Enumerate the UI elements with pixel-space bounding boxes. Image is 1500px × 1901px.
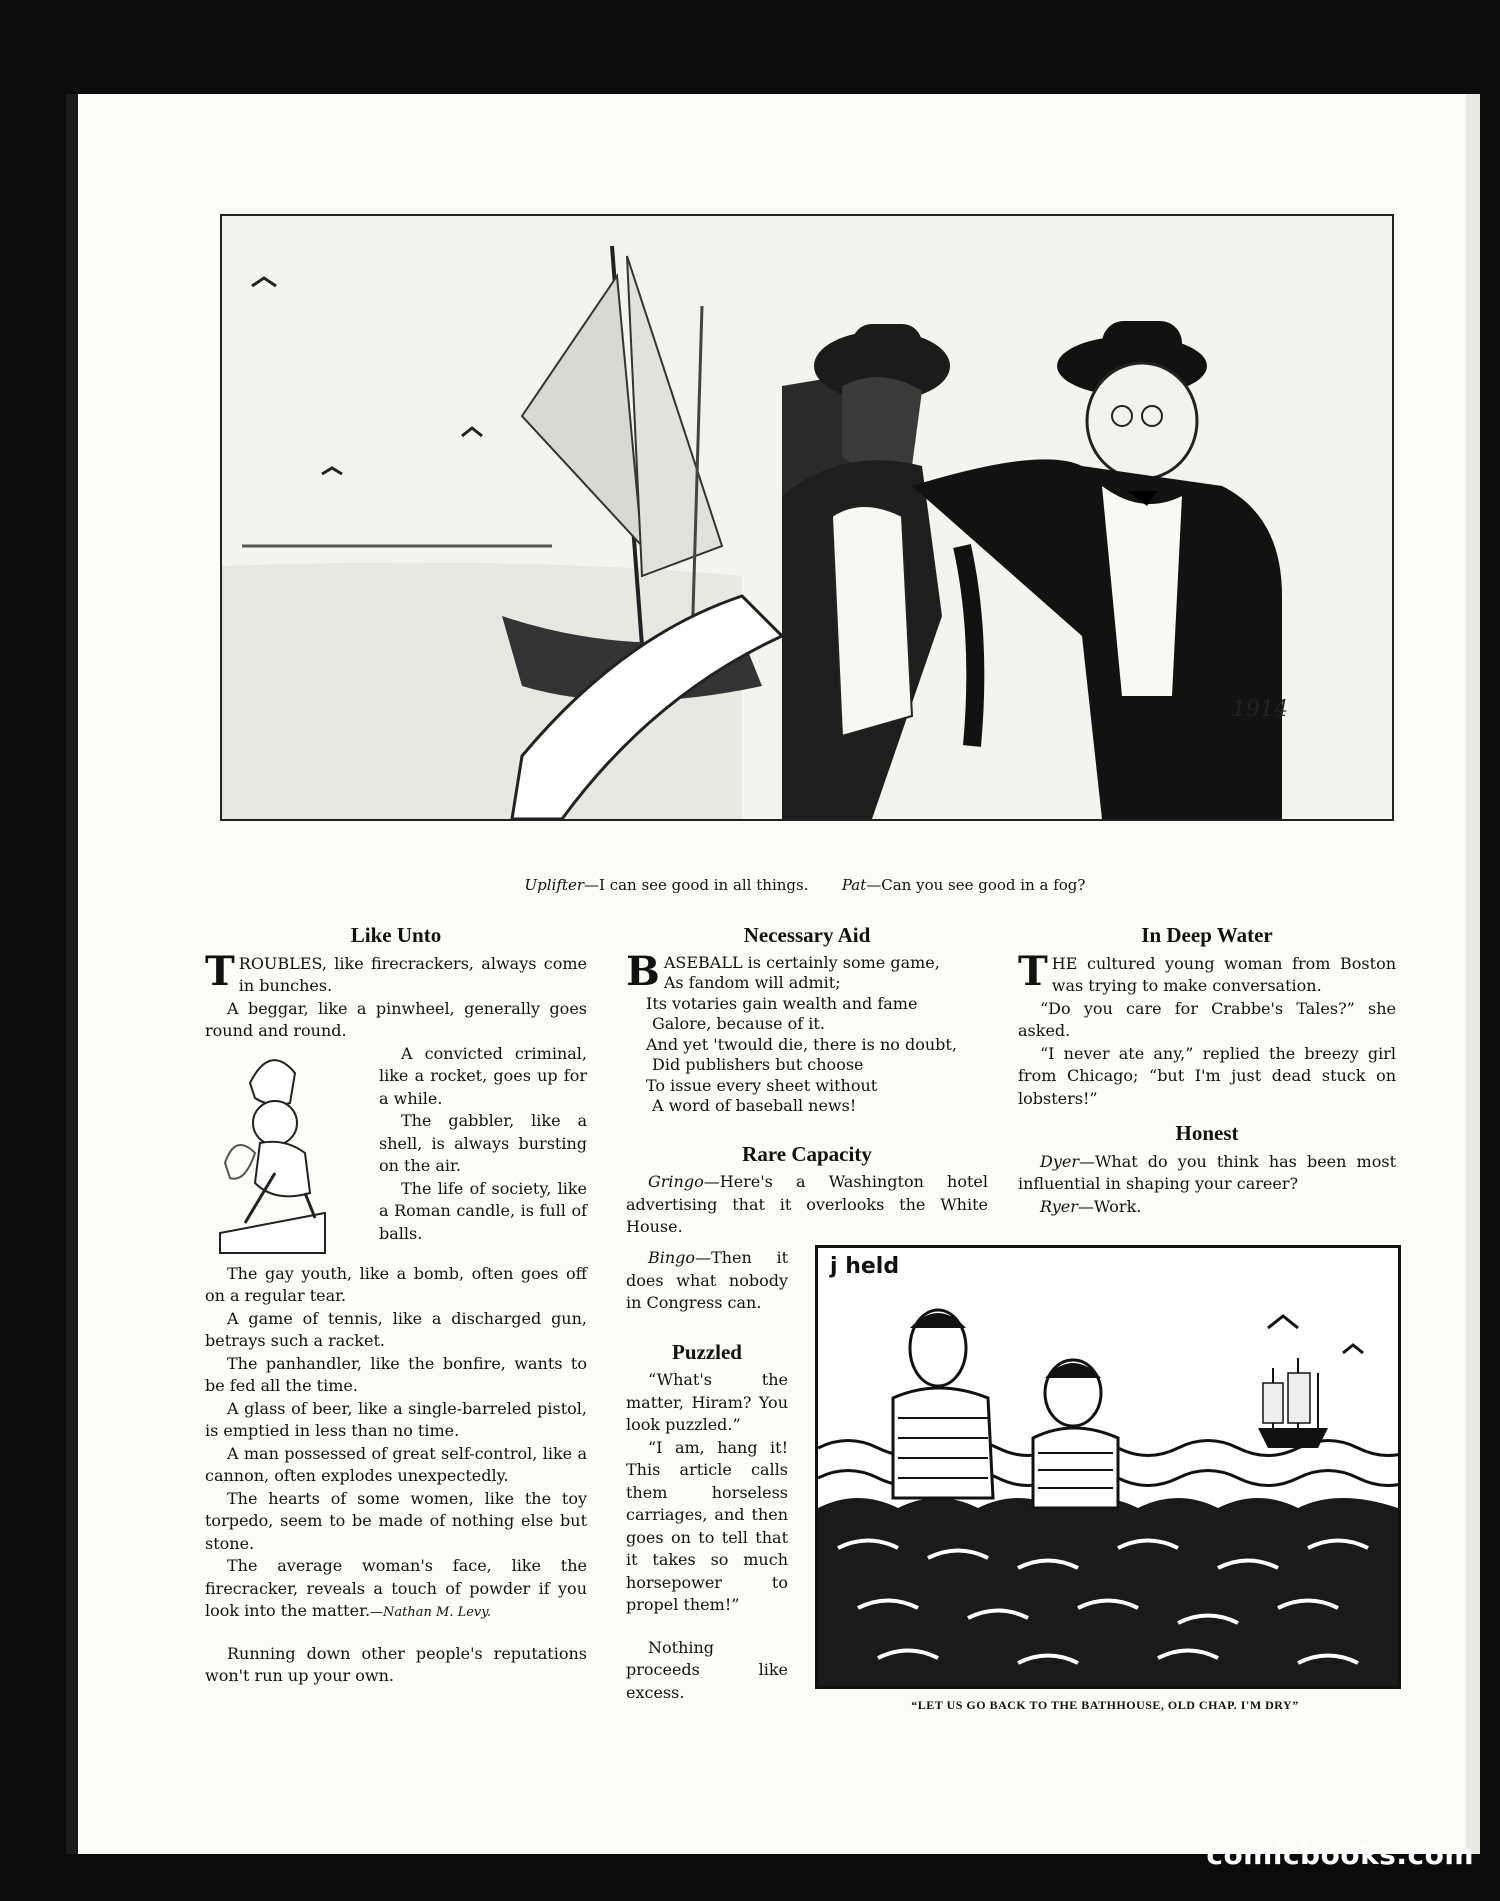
puzzled-closing: Nothing proceeds like excess. <box>626 1637 788 1702</box>
like-unto-author: —Nathan M. Levy. <box>370 1605 492 1620</box>
bathing-cartoon-caption: “LET US GO BACK TO THE BATHHOUSE, OLD CHAP. I'M DRY” <box>911 1698 1299 1712</box>
verse-line-1: ASEBALL is certainly some game, <box>663 952 940 972</box>
artist-signature-held: j held <box>830 1254 900 1279</box>
top-cartoon-illustration <box>220 214 1394 821</box>
honest-title: Honest <box>1175 1121 1239 1145</box>
verse-line-8: A word of baseball news! <box>652 1096 857 1115</box>
column-right <box>1018 924 1396 1218</box>
rare-capacity-p2: Bingo—Then it does what nobody in Congress can. <box>626 1248 788 1312</box>
verse-line-7: To issue every sheet without <box>646 1075 878 1095</box>
necessary-aid-verse <box>626 947 988 1117</box>
column-middle-narrow <box>626 1247 788 1704</box>
like-unto-p8: The panhandler, like the bonfire, wants to be fed all the time. <box>205 1353 587 1395</box>
caption-line-1: —I can see good in all things. <box>584 876 809 894</box>
deep-water-p3: “I never ate any,” replied the breezy girl from Chicago; “but I'm just dead stuck on lobsters!” <box>1018 1043 1396 1108</box>
column-like-unto <box>205 924 587 1688</box>
caption-speaker-uplifter: Uplifter <box>524 876 584 894</box>
verse-line-2: As fandom will admit; <box>663 973 841 992</box>
like-unto-p5: The life of society, like a Roman candle, is full of balls. <box>379 1178 587 1243</box>
next-page-edge <box>1466 94 1480 1854</box>
firecracker-boy-sketch <box>215 1043 375 1263</box>
like-unto-p4: The gabbler, like a shell, is always bursting on the air. <box>379 1111 587 1175</box>
drop-cap-t: T <box>205 947 235 995</box>
verse-line-3: Its votaries gain wealth and fame <box>646 993 918 1013</box>
caption-speaker-pat: Pat <box>841 876 867 894</box>
drop-cap-t2: T <box>1018 947 1048 995</box>
like-unto-title: Like Unto <box>350 923 442 947</box>
deep-water-title: In Deep Water <box>1141 923 1273 947</box>
verse-line-6: Did publishers but choose <box>652 1055 864 1074</box>
deep-water-p2: “Do you care for Crabbe's Tales?” she asked. <box>1018 998 1396 1040</box>
verse-line-5: And yet 'twould die, there is no doubt, <box>646 1034 957 1054</box>
verse-line-4: Galore, because of it. <box>652 1014 825 1033</box>
honest-p1: Dyer—What do you think has been most influential in shaping your career? <box>1018 1151 1396 1193</box>
like-unto-p1: TROUBLES, like firecrackers, always come in bunches. <box>205 947 587 995</box>
bathing-cartoon-illustration <box>815 1245 1401 1689</box>
like-unto-p2: A beggar, like a pinwheel, generally goes round and round. <box>205 998 587 1040</box>
drop-cap-b: B <box>626 947 660 995</box>
honest-p2: Ryer—Work. <box>1040 1196 1142 1216</box>
top-cartoon-caption <box>220 876 1390 894</box>
like-unto-p10: A man possessed of great self-control, like a cannon, often explodes unexpectedly. <box>205 1443 587 1485</box>
like-unto-closing: Running down other people's reputations won't run up your own. <box>205 1643 587 1685</box>
puzzled-p1: “What's the matter, Hiram? You look puzzled.” <box>626 1370 788 1434</box>
svg-text:1914: 1914 <box>1232 697 1288 722</box>
like-unto-p9: A glass of beer, like a single-barreled pistol, is emptied in less than no time. <box>205 1398 587 1440</box>
necessary-aid-title: Necessary Aid <box>743 923 871 947</box>
site-watermark: comicbooks.com <box>1206 1838 1474 1871</box>
caption-line-2: —Can you see good in a fog? <box>866 876 1086 894</box>
like-unto-p12: The average woman's face, like the firecracker, reveals a touch of powder if you look into the matter.—Nathan M. Levy. <box>205 1556 587 1620</box>
like-unto-p3: A convicted criminal, like a rocket, goes up for a while. <box>379 1043 587 1108</box>
rare-capacity-title: Rare Capacity <box>742 1141 872 1166</box>
like-unto-p6: The gay youth, like a bomb, often goes off on a regular tear. <box>205 1263 587 1305</box>
book-spine <box>66 94 78 1854</box>
deep-water-p1: THE cultured young woman from Boston was trying to make conversation. <box>1018 947 1396 995</box>
like-unto-p7: A game of tennis, like a discharged gun, betrays such a racket. <box>205 1308 587 1350</box>
like-unto-p11: The hearts of some women, like the toy torpedo, seem to be made of nothing else but stone. <box>205 1488 587 1553</box>
puzzled-p2: “I am, hang it! This article calls them horseless carriages, and then goes on to tell that it takes so much horsepower to propel them!” <box>626 1437 788 1614</box>
puzzled-title: Puzzled <box>672 1339 742 1364</box>
rare-capacity-p1: Gringo—Here's a Washington hotel advertising that it overlooks the White House. <box>626 1172 988 1236</box>
column-middle <box>626 924 988 1239</box>
